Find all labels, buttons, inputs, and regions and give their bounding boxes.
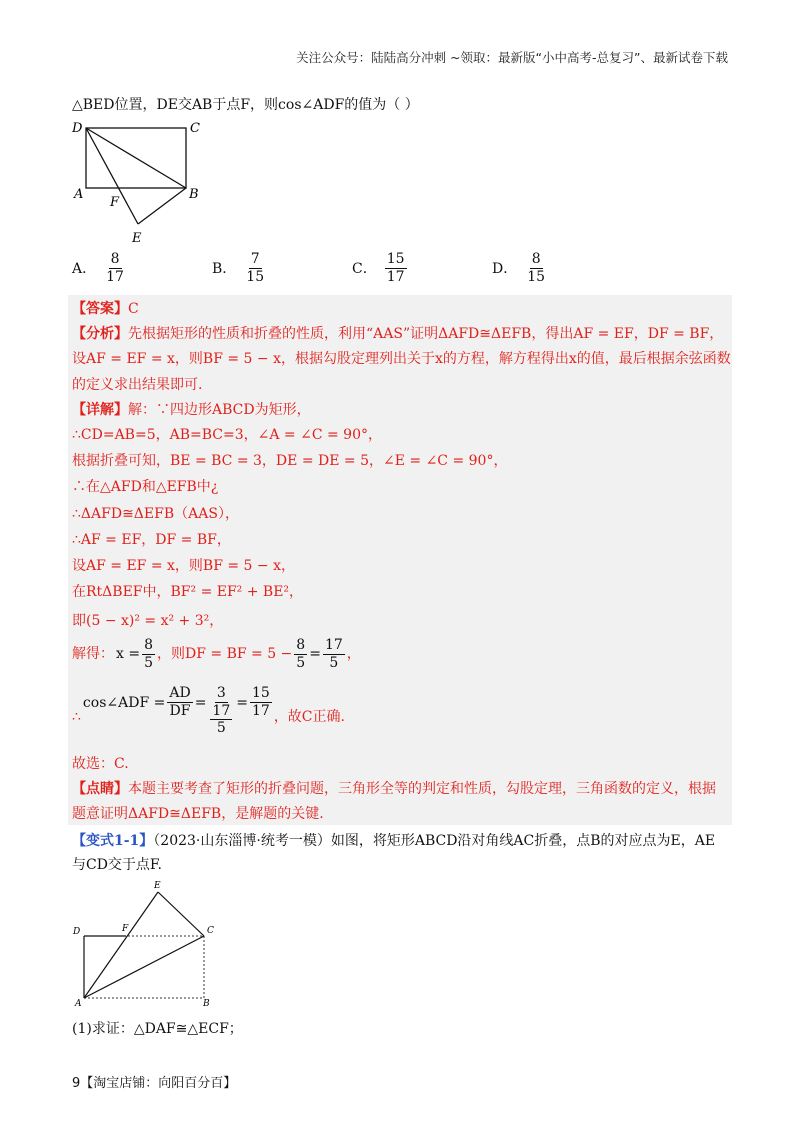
option-fraction: $\frac{8}{15}$ bbox=[527, 251, 546, 285]
page-footer: 9【淘宝店铺：向阳百分百】 bbox=[72, 1076, 237, 1091]
detail-line-3: 根据折叠可知，BE = BC = 3，DE = DE = 5，∠E = ∠C = 90°， bbox=[72, 453, 508, 469]
variant-subquestion-1: (1)求证：△DAF≅△ECF； bbox=[72, 1021, 243, 1037]
detail-line-5: ∴ΔAFD≅ΔEFB（AAS）， bbox=[72, 506, 239, 522]
diagonal-ac bbox=[84, 936, 204, 998]
label-d: D bbox=[72, 121, 83, 136]
option-b[interactable] bbox=[212, 252, 268, 284]
option-fraction: $\frac{15}{17}$ bbox=[386, 251, 405, 285]
option-fraction: $\frac{7}{15}$ bbox=[246, 251, 265, 285]
option-c[interactable] bbox=[352, 252, 409, 284]
remark-line-2: 题意证明ΔAFD≅ΔEFB，是解题的关键. bbox=[72, 806, 324, 822]
label-f: F bbox=[110, 195, 120, 210]
option-letter: D． bbox=[492, 261, 518, 278]
fraction-subtrahend: $\frac{8}{5}$ bbox=[296, 637, 306, 671]
detail-line-8: 在RtΔBEF中，BF² = EF² + BE²， bbox=[72, 584, 304, 600]
variant-line-1: 【变式1-1】（2023·山东淄博·统考一模）如图，将矩形ABCD沿对角线AC折叠，点B的对应点为E，AE bbox=[72, 833, 716, 849]
variant-line-2: 与CD交于点F. bbox=[72, 857, 162, 873]
fraction-3-over-17-5: $\frac{3}{\frac{17}{5}}$ bbox=[212, 685, 231, 737]
label-d: D bbox=[73, 927, 81, 937]
label-a: A bbox=[74, 187, 84, 202]
detail-line-6: ∴AF = EF，DF = BF， bbox=[72, 532, 231, 548]
answer-line: 【答案】C bbox=[72, 301, 139, 317]
option-d[interactable] bbox=[492, 252, 549, 284]
analysis-line-3: 的定义求出结果即可. bbox=[72, 377, 203, 393]
cos-line: ∴ cos∠ADF = $\frac{AD}{DF}$ = $\frac{3}{\frac{17}{5}}$ = $\frac{15}{17}$ ，故C正确. bbox=[72, 685, 345, 737]
remark-line-1: 【点睛】本题主要考查了矩形的折叠问题，三角形全等的判定和性质，勾股定理，三角函数的定义，根据 bbox=[72, 781, 716, 797]
analysis-line-1: 【分析】先根据矩形的性质和折叠的性质，利用“AAS”证明ΔAFD≅ΔEFB，得出AF = EF，DF = BF， bbox=[72, 326, 724, 342]
fraction-result: $\frac{17}{5}$ bbox=[324, 637, 343, 671]
option-fraction: $\frac{8}{17}$ bbox=[106, 251, 124, 285]
fraction-x: $\frac{8}{5}$ bbox=[144, 637, 153, 671]
label-c: C bbox=[190, 121, 200, 136]
segment-ec bbox=[158, 892, 204, 936]
choose-line: 故选：C. bbox=[72, 756, 129, 772]
detail-line-2: ∴CD=AB=5，AB=BC=3，∠A = ∠C = 90°， bbox=[72, 427, 382, 443]
label-b: B bbox=[203, 999, 210, 1009]
label-a: A bbox=[75, 999, 82, 1009]
detail-line-9: 即(5 − x)² = x² + 3²， bbox=[72, 613, 224, 629]
label-e: E bbox=[154, 881, 161, 891]
diagonal-db bbox=[86, 128, 186, 188]
analysis-line-2: 设AF = EF = x，则BF = 5 − x，根据勾股定理列出关于x的方程，解方程得出x的值，最后根据余弦函数 bbox=[72, 351, 731, 367]
fold-diagonal-figure bbox=[70, 878, 230, 1010]
label-c: C bbox=[207, 926, 214, 936]
fraction-15-17: $\frac{15}{17}$ bbox=[251, 685, 270, 719]
option-letter: B． bbox=[212, 261, 237, 278]
segment-ae bbox=[84, 892, 158, 998]
detail-line-7: 设AF = EF = x，则BF = 5 − x， bbox=[72, 558, 295, 574]
option-a[interactable] bbox=[72, 252, 128, 284]
label-b: B bbox=[189, 187, 199, 202]
detail-line-4: ∴在△AFD和△EFB中¿ bbox=[72, 479, 219, 495]
page-header: 关注公众号：陆陆高分冲刺 ~领取：最新版“小中高考-总复习”、最新试卷下载 bbox=[296, 50, 728, 65]
segment-eb bbox=[138, 188, 186, 224]
detail-line-1: 【详解】解：∵四边形ABCD为矩形， bbox=[72, 402, 311, 418]
rectangle-fold-figure bbox=[70, 118, 210, 246]
label-f: F bbox=[122, 924, 129, 934]
option-letter: C． bbox=[352, 261, 377, 278]
label-e: E bbox=[132, 231, 142, 246]
question-stem: △BED位置，DE交AB于点F，则cos∠ADF的值为（ ） bbox=[72, 97, 419, 113]
option-letter: A． bbox=[72, 261, 97, 278]
fraction-ad-df: $\frac{AD}{DF}$ bbox=[169, 685, 191, 719]
solve-line: 解得： x = $\frac{8}{5}$ ，则DF = BF = 5 − $\frac{8}{5}$ = $\frac{17}{5}$ ， bbox=[72, 637, 361, 671]
